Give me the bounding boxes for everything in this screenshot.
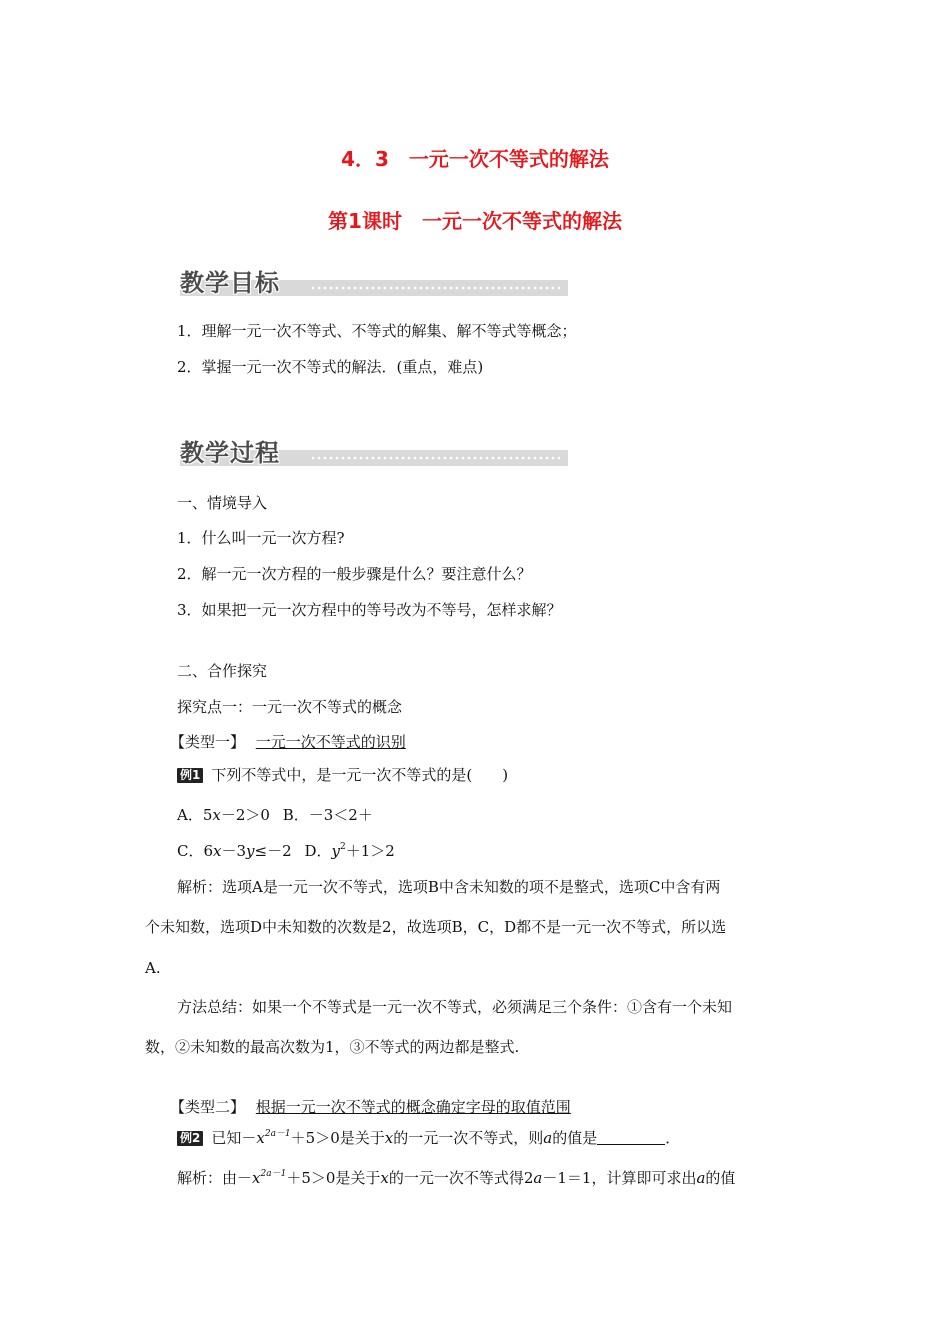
- intro-item: 3．如果把一元一次方程中的等号改为不等号，怎样求解？: [177, 601, 562, 619]
- var-a: a: [533, 1169, 543, 1187]
- intro-item: 2．解一元一次方程的一般步骤是什么？要注意什么？: [177, 565, 532, 583]
- option-d-label: D．: [304, 842, 332, 860]
- example-1-analysis: A.: [145, 959, 161, 977]
- answer-blank: [597, 1130, 665, 1145]
- example-2-analysis-end: 的值: [705, 1169, 736, 1187]
- type1-title: 一元一次不等式的识别: [255, 733, 406, 751]
- intro-heading: 一、情境导入: [177, 494, 268, 512]
- option-c-rest: ≤－2: [254, 842, 292, 860]
- example-1-question: [177, 765, 508, 785]
- section-header-process: [180, 438, 568, 472]
- example-1-method: 数，②未知数的最高次数为1，③不等式的两边都是整式.: [145, 1038, 520, 1056]
- example-1-options-ab: [177, 805, 373, 825]
- section-title-process: 教学过程: [180, 439, 280, 467]
- example-2-analysis-post: 的一元一次不等式得2: [388, 1169, 534, 1187]
- example-1-badge: 例1: [177, 768, 203, 783]
- option-a-math: 5x: [202, 806, 221, 824]
- section-dots: [310, 286, 560, 290]
- goal-item: 1．理解一元一次不等式、不等式的解集、解不等式等概念；: [177, 322, 577, 340]
- var-x: x: [252, 1169, 261, 1187]
- section-header-goals: [180, 268, 568, 302]
- intro-item: 1．什么叫一元一次方程?: [177, 529, 345, 547]
- example-2-text-pre: 已知－: [211, 1129, 257, 1147]
- example-1-analysis: 个未知数，选项D中未知数的次数是2，故选项B，C，D都不是一元一次不等式，所以选: [145, 918, 727, 936]
- var-x: x: [384, 1129, 394, 1147]
- var-x: x: [380, 1169, 389, 1187]
- example-2-dot: ．: [665, 1129, 681, 1147]
- example-2-analysis-mid: ＋5＞0是关于: [286, 1169, 381, 1187]
- var-a: a: [543, 1129, 553, 1147]
- section-dots: [310, 456, 560, 460]
- example-2-text-post: 的一元一次不等式，则: [393, 1129, 544, 1147]
- type2-title: 根据一元一次不等式的概念确定字母的取值范围: [255, 1098, 571, 1116]
- example-2-text-mid: ＋5＞0是关于: [290, 1129, 385, 1147]
- option-d-rest: ＋1＞2: [345, 842, 395, 860]
- type1-line: [170, 732, 406, 752]
- section-title-goals: 教学目标: [180, 269, 280, 297]
- type2-line: [170, 1097, 571, 1117]
- option-c-math: 6x－3y: [203, 842, 255, 860]
- example-2-analysis-pre: 解析：由－: [177, 1169, 253, 1187]
- exponent: 2a－1: [264, 1129, 291, 1139]
- exponent: 2a－1: [260, 1169, 287, 1179]
- example-2-badge: 例2: [177, 1131, 203, 1146]
- option-a-label: A．: [177, 806, 203, 824]
- example-1-options-cd: [177, 841, 395, 861]
- var-a: a: [696, 1169, 706, 1187]
- example-2-question: [177, 1128, 680, 1148]
- example-2-analysis-eq: －1＝1，计算即可求出: [542, 1169, 697, 1187]
- lesson-subtitle: 第1课时 一元一次不等式的解法: [328, 209, 622, 233]
- example-2-text-end: 的值是: [552, 1129, 598, 1147]
- example-2-analysis: [177, 1168, 735, 1188]
- explore-heading: 二、合作探究: [177, 662, 268, 680]
- option-c-label: C．: [177, 842, 204, 860]
- type1-tag: 【类型一】: [170, 733, 246, 751]
- option-b: B．－3＜2＋: [282, 806, 373, 824]
- lesson-title: 4．3 一元一次不等式的解法: [341, 147, 609, 171]
- example-1-text: 下列不等式中，是一元一次不等式的是( ): [211, 766, 509, 784]
- explore-point-1: 探究点一：一元一次不等式的概念: [177, 698, 403, 716]
- goal-item: 2．掌握一元一次不等式的解法．(重点，难点): [177, 358, 484, 376]
- var-x: x: [256, 1129, 265, 1147]
- example-1-method: 方法总结：如果一个不等式是一元一次不等式，必须满足三个条件：①含有一个未知: [177, 998, 733, 1016]
- type2-tag: 【类型二】: [170, 1098, 246, 1116]
- example-1-analysis: 解析：选项A是一元一次不等式，选项B中含未知数的项不是整式，选项C中含有两: [177, 878, 721, 896]
- option-d-math: $y^2$: [331, 842, 346, 860]
- option-a-rest: －2＞0: [220, 806, 270, 824]
